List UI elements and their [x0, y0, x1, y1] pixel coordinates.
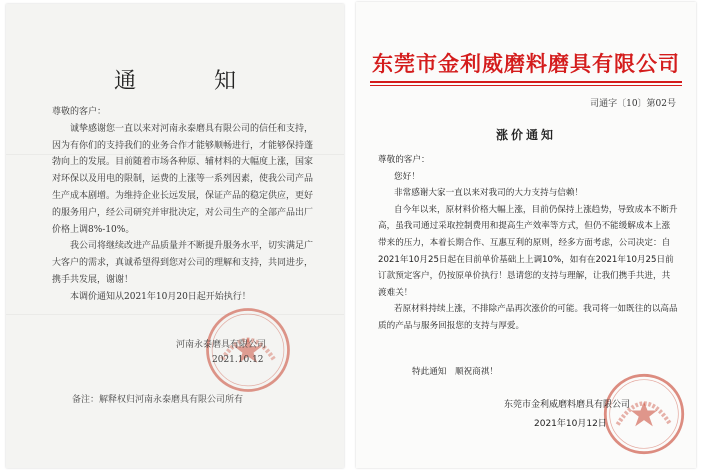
closing-remark: 特此通知 顺祝商祺！	[412, 367, 498, 377]
left-paragraph-3: 本调价通知从2021年10月20日起开始执行！	[70, 291, 251, 302]
left-footer-note: 备注：解释权归河南永泰磨具有限公司所有	[72, 395, 244, 405]
right-paragraph-1: 非常感谢大家一直以来对我司的大力支持与信赖！	[394, 188, 584, 199]
right-notice-title: 涨价通知	[495, 128, 556, 142]
letterhead-rule	[370, 81, 682, 83]
company-letterhead: 东莞市金利威磨料磨具有限公司	[372, 51, 680, 76]
left-company-seal	[202, 304, 294, 396]
right-notice-page	[356, 2, 696, 468]
right-signature: 东莞市金利威磨料磨具有限公司	[504, 400, 631, 410]
left-signature: 河南永泰磨具有限公司	[176, 340, 267, 350]
document-number: 司通字〔10〕第02号	[590, 99, 676, 109]
left-date: 2021.10.12	[212, 355, 264, 365]
left-notice-body	[52, 104, 316, 306]
right-notice-body	[378, 152, 678, 335]
right-greeting: 您好！	[394, 171, 420, 182]
left-paragraph-2: 我公司将继续改进产品质量并不断提升服务水平，切实满足广大客户的需求，真诚希望得到您对公司的理解和支持，共同进步，携手共发展，谢谢！	[52, 241, 314, 285]
right-date: 2021年10月12日	[534, 419, 607, 429]
left-notice-title: 通 知	[113, 69, 264, 94]
right-paragraph-3: 若原材料持续上涨，不排除产品再次涨价的可能。我司将一如既往的以高品质的产品与服务回报您的支持与厚爱。	[378, 304, 678, 331]
right-paragraph-2: 自今年以来，原材料价格大幅上涨，目前仍保持上涨趋势，导致成本不断升高，虽我司通过采取控制费用和提高生产效率等方式，但仍不能缓解成本上涨带来的压力，本着长期合作、互惠互利的原则，经多方面考虑，公司决定：自2021年10月25日起在目前单价基础上上调10%，如有在2021年10月25日前订款预定客户，仍按原单价执行！恳请您的支持与理解，让我们携手共进，共渡难关！	[378, 204, 678, 298]
letterhead-rule-thin	[370, 85, 682, 86]
left-paragraph-1: 诚挚感谢您一直以来对河南永泰磨具有限公司的信任和支持，因为有你们的支持我们的业务合作才能够顺畅进行，才能够保持蓬勃向上的发展。目前随着市场各种原、辅材料的大幅度上涨，国家对环保以及用电的限制，运费的上涨等一系列因素，使我公司产品生产成本剧增。为维持企业长远发展，保证产品的稳定供应，更好的服务用户，经公司研究并审批决定，对公司生产的全部产品出厂价格上调8%-10%。	[52, 123, 314, 235]
left-salutation: 尊敬的客户：	[52, 107, 107, 117]
right-company-seal	[600, 370, 688, 458]
left-notice-page	[6, 4, 344, 468]
right-salutation: 尊敬的客户：	[378, 155, 430, 165]
